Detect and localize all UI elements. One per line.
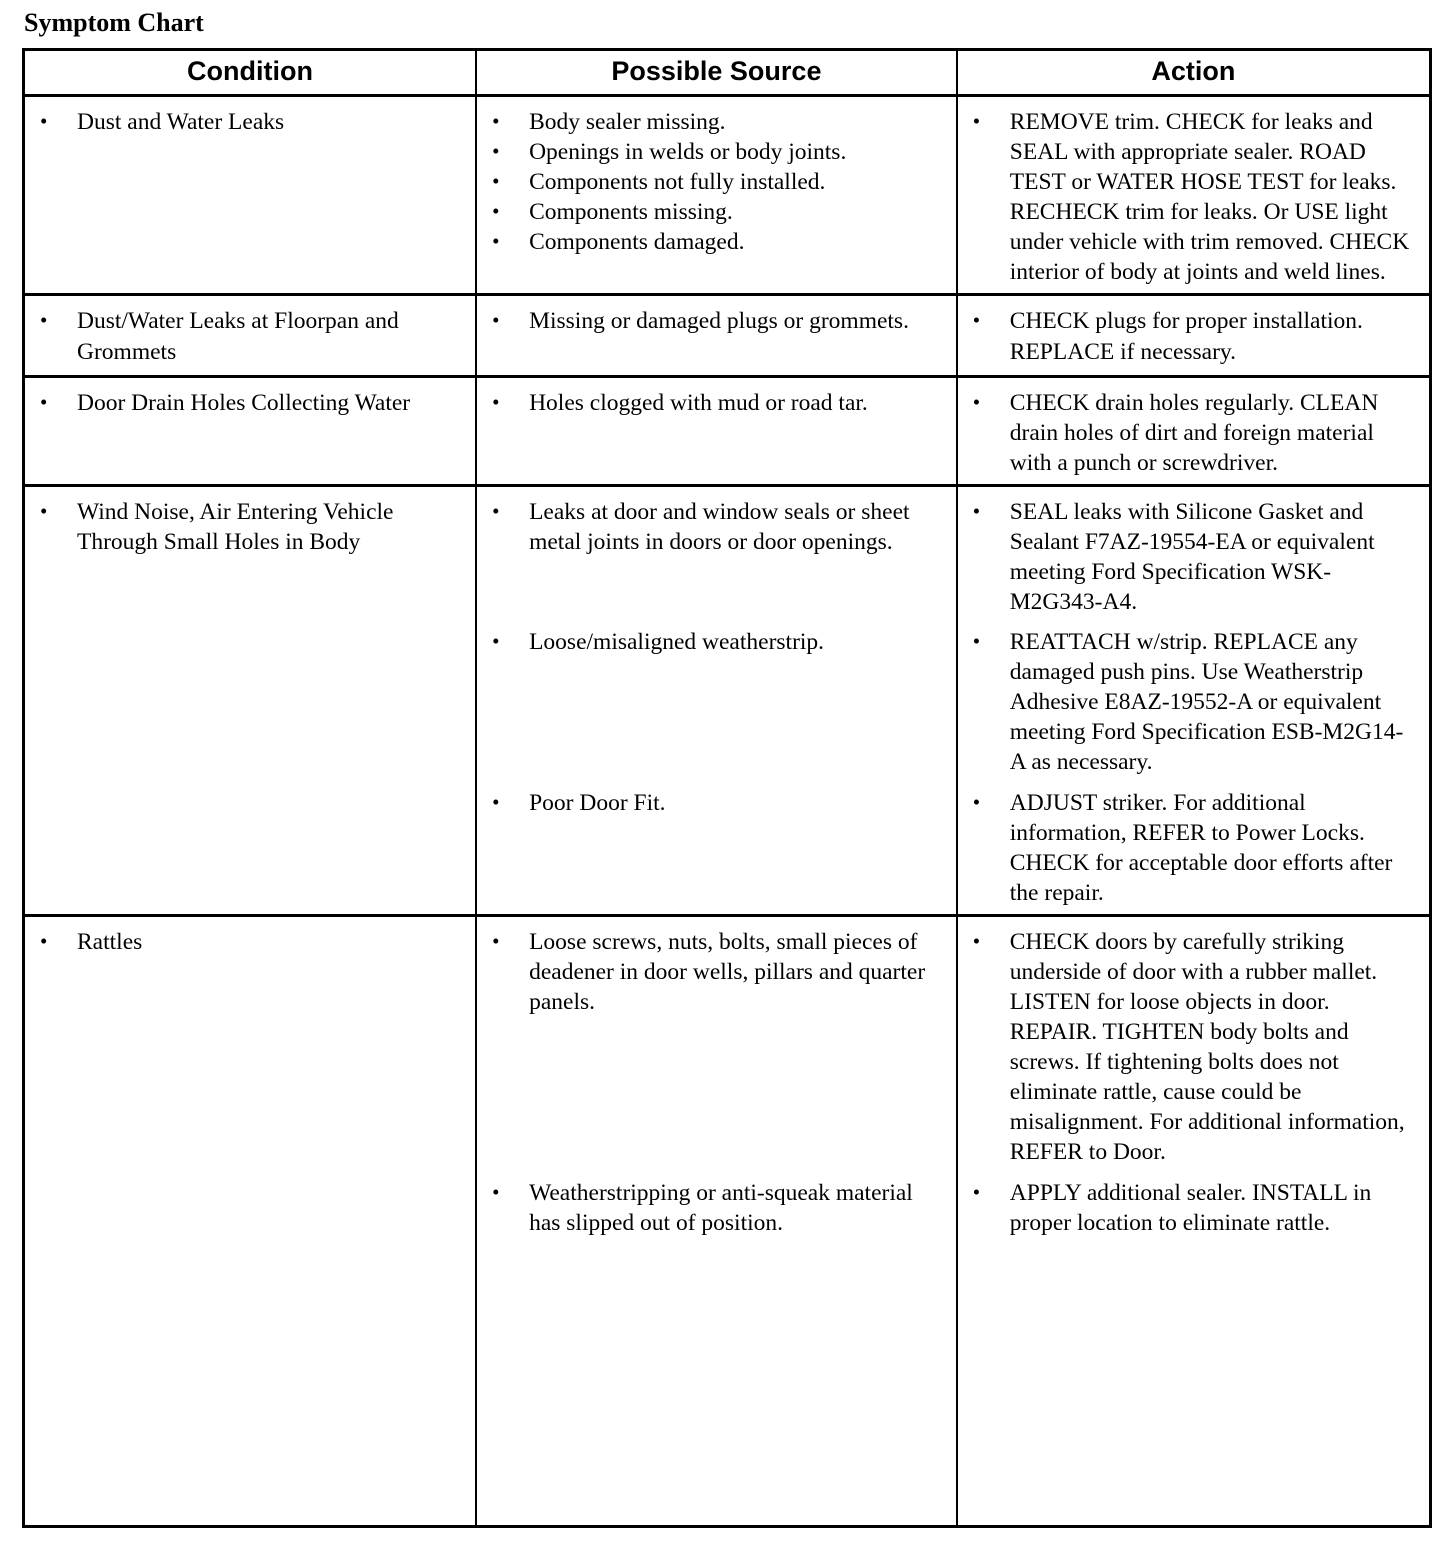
action-cell bbox=[958, 784, 1429, 914]
source-item bbox=[477, 306, 942, 336]
action-item bbox=[958, 627, 1417, 777]
bullet-icon: • bbox=[972, 789, 981, 814]
condition-cell bbox=[25, 296, 477, 374]
bullet-icon: • bbox=[492, 389, 500, 414]
bullet-icon: • bbox=[492, 498, 500, 523]
action-text: ADJUST striker. For additional information, REFER to Power Locks. CHECK for acceptable door efforts after the repair. bbox=[1009, 789, 1393, 906]
source-item bbox=[477, 137, 942, 167]
source-text: Missing or damaged plugs or grommets. bbox=[529, 308, 909, 335]
bullet-icon: • bbox=[972, 1179, 981, 1204]
source-cell bbox=[477, 487, 958, 623]
action-text: CHECK doors by carefully striking underside of door with a rubber mallet. LISTEN for loose objects in door. REPAIR. TIGHTEN body bolts and screws. If tightening bolts does not eliminate rattle, cause could be misalignment. For additional information, REFER to Door. bbox=[1009, 928, 1405, 1166]
action-item bbox=[958, 1178, 1417, 1238]
table-row bbox=[25, 97, 1429, 296]
header-condition: Condition bbox=[25, 51, 477, 94]
condition-text: Dust/Water Leaks at Floorpan and Grommets bbox=[77, 308, 399, 365]
action-cell bbox=[958, 623, 1429, 783]
condition-item bbox=[25, 107, 465, 137]
source-action-pairs bbox=[477, 487, 1429, 914]
source-item bbox=[477, 388, 942, 418]
action-item bbox=[958, 388, 1417, 478]
source-action-pair bbox=[477, 917, 1429, 1174]
action-cell bbox=[958, 378, 1429, 484]
condition-cell bbox=[25, 917, 477, 1525]
table-row bbox=[25, 296, 1429, 377]
condition-item bbox=[25, 388, 465, 418]
condition-cell bbox=[25, 97, 477, 293]
source-text: Leaks at door and window seals or sheet metal joints in doors or door openings. bbox=[529, 498, 910, 555]
header-action: Action bbox=[1151, 56, 1236, 86]
action-text: CHECK plugs for proper installation. REPLACE if necessary. bbox=[1009, 308, 1363, 365]
source-cell bbox=[477, 97, 958, 293]
source-item bbox=[477, 927, 942, 1017]
source-item bbox=[477, 627, 942, 657]
action-text: REMOVE trim. CHECK for leaks and SEAL with appropriate sealer. ROAD TEST or WATER HOSE TEST for leaks. RECHECK trim for leaks. Or USE light under vehicle with trim removed. CHECK interior of body at joints and weld lines. bbox=[1009, 109, 1410, 286]
source-text: Weatherstripping or anti-squeak material has slipped out of position. bbox=[529, 1179, 913, 1236]
source-text: Poor Door Fit. bbox=[529, 789, 666, 816]
bullet-icon: • bbox=[492, 169, 500, 194]
source-cell bbox=[477, 623, 958, 783]
source-action-pair bbox=[477, 296, 1429, 374]
source-cell bbox=[477, 917, 958, 1174]
condition-text: Dust and Water Leaks bbox=[77, 109, 285, 135]
source-text: Components not fully installed. bbox=[529, 169, 826, 196]
bullet-icon: • bbox=[972, 498, 981, 523]
source-text: Loose/misaligned weatherstrip. bbox=[529, 629, 825, 656]
bullet-icon: • bbox=[972, 389, 981, 414]
source-action-pairs bbox=[477, 97, 1429, 293]
source-action-pair bbox=[477, 97, 1429, 293]
bullet-icon: • bbox=[40, 389, 48, 414]
bullet-icon: • bbox=[492, 139, 500, 164]
condition-text: Door Drain Holes Collecting Water bbox=[77, 389, 411, 416]
bullet-icon: • bbox=[40, 498, 48, 523]
action-cell bbox=[958, 487, 1429, 623]
table-row bbox=[25, 378, 1429, 487]
bullet-icon: • bbox=[492, 1179, 500, 1204]
source-item bbox=[477, 497, 942, 557]
source-item bbox=[477, 197, 942, 227]
bullet-icon: • bbox=[972, 308, 981, 333]
table-row bbox=[25, 487, 1429, 917]
condition-cell bbox=[25, 378, 477, 484]
action-text: APPLY additional sealer. INSTALL in proper location to eliminate rattle. bbox=[1009, 1179, 1372, 1236]
bullet-icon: • bbox=[492, 109, 500, 133]
source-action-pair bbox=[477, 487, 1429, 623]
source-cell bbox=[477, 296, 958, 374]
condition-text: Wind Noise, Air Entering Vehicle Through Small Holes in Body bbox=[77, 498, 394, 555]
source-cell bbox=[477, 1174, 958, 1526]
source-text: Body sealer missing. bbox=[529, 109, 726, 135]
source-item bbox=[477, 1178, 942, 1238]
action-item bbox=[958, 306, 1417, 366]
action-cell bbox=[958, 97, 1429, 293]
source-item bbox=[477, 788, 942, 818]
bullet-icon: • bbox=[492, 629, 500, 654]
source-text: Openings in welds or body joints. bbox=[529, 139, 847, 166]
bullet-icon: • bbox=[492, 308, 500, 333]
bullet-icon: • bbox=[40, 928, 48, 953]
source-item bbox=[477, 227, 942, 257]
source-action-pairs bbox=[477, 378, 1429, 484]
action-cell bbox=[958, 296, 1429, 374]
source-item bbox=[477, 167, 942, 197]
source-text: Holes clogged with mud or road tar. bbox=[529, 389, 868, 416]
source-cell bbox=[477, 378, 958, 484]
source-item bbox=[477, 107, 942, 137]
page-title: Symptom Chart bbox=[24, 8, 204, 37]
source-action-pairs bbox=[477, 296, 1429, 374]
table-row bbox=[25, 917, 1429, 1525]
action-cell bbox=[958, 917, 1429, 1174]
header-possible-source: Possible Source bbox=[477, 51, 958, 94]
bullet-icon: • bbox=[40, 308, 48, 333]
bullet-icon: • bbox=[492, 928, 500, 953]
source-action-pair bbox=[477, 378, 1429, 484]
condition-text: Rattles bbox=[77, 928, 143, 955]
table-header-row bbox=[25, 51, 1429, 97]
action-item bbox=[958, 497, 1417, 617]
bullet-icon: • bbox=[492, 229, 500, 254]
condition-item bbox=[25, 306, 465, 366]
source-text: Components damaged. bbox=[529, 229, 745, 256]
bullet-icon: • bbox=[972, 109, 981, 133]
action-cell bbox=[958, 1174, 1429, 1526]
bullet-icon: • bbox=[972, 629, 981, 654]
condition-item bbox=[25, 497, 465, 557]
action-text: REATTACH w/strip. REPLACE any damaged push pins. Use Weatherstrip Adhesive E8AZ-19552-A or equivalent meeting Ford Specification ESB-M2G14-A as necessary. bbox=[1009, 629, 1404, 776]
condition-item bbox=[25, 927, 465, 957]
bullet-icon: • bbox=[492, 199, 500, 224]
action-item bbox=[958, 107, 1417, 287]
bullet-icon: • bbox=[40, 109, 48, 133]
symptom-chart-table bbox=[22, 48, 1432, 1528]
action-item bbox=[958, 788, 1417, 908]
source-action-pair bbox=[477, 784, 1429, 914]
action-text: SEAL leaks with Silicone Gasket and Sealant F7AZ-19554-EA or equivalent meeting Ford Specification WSK-M2G343-A4. bbox=[1009, 498, 1375, 616]
source-text: Loose screws, nuts, bolts, small pieces of deadener in door wells, pillars and quarter panels. bbox=[529, 928, 926, 1016]
action-text: CHECK drain holes regularly. CLEAN drain holes of dirt and foreign material with a punch or screwdriver. bbox=[1009, 389, 1379, 476]
condition-cell bbox=[25, 487, 477, 914]
source-action-pair bbox=[477, 1174, 1429, 1526]
source-action-pairs bbox=[477, 917, 1429, 1525]
bullet-icon: • bbox=[492, 789, 500, 814]
source-text: Components missing. bbox=[529, 199, 733, 226]
action-item bbox=[958, 927, 1417, 1168]
source-action-pair bbox=[477, 623, 1429, 783]
source-cell bbox=[477, 784, 958, 914]
bullet-icon: • bbox=[972, 928, 981, 953]
